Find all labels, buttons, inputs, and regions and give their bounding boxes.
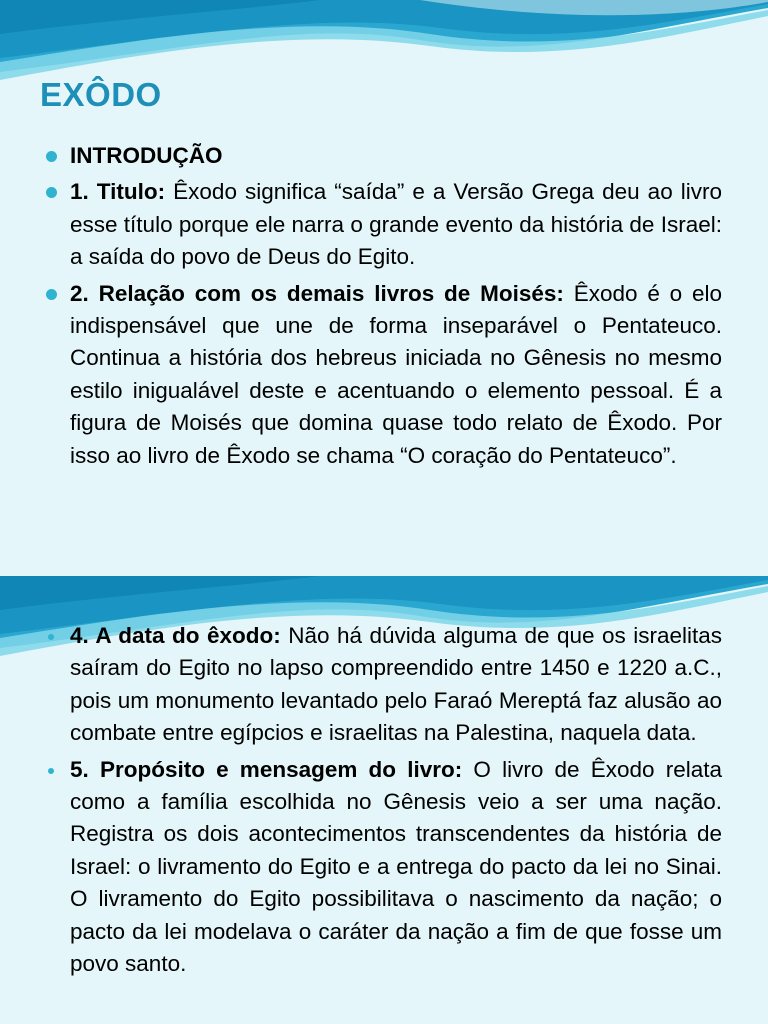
slide-title: EXÔDO [40,76,162,113]
bullet-list [44,620,722,984]
bullet-item [44,176,722,273]
bullet-heading: 4. A data do êxodo: [70,623,281,648]
bullet-item [44,278,722,472]
bullet-heading: INTRODUÇÃO [70,143,223,168]
bullet-item [44,620,722,750]
slide-2 [0,576,768,1024]
bullet-text: Êxodo significa “saída” e a Versão Grega deu ao livro esse título porque ele narra o grande evento da história de Israel: a saída do povo de Deus do Egito. [70,179,722,270]
bullet-icon [46,289,57,300]
bullet-heading: 2. Relação com os demais livros de Moisés: [70,280,564,306]
bullet-icon [46,187,57,198]
bullet-text: Não há dúvida alguma de que os israelitas saíram do Egito no lapso compreendido entre 1450 e 1220 a.C., pois um monumento levantado pelo Faraó Mereptá faz alusão ao combate entre egípcios e israelitas na Palestina, naquela data. [70,623,722,746]
bullet-icon [46,151,57,162]
bullet-icon [48,768,54,774]
bullet-text: O livro de Êxodo relata como a família escolhida no Gênesis veio a ser uma nação. Registra os dois acontecimentos transcendentes da história de Israel: o livramento do Egito e a entrega do pacto da lei no Sinai. O livramento do Egito possibilitava o nascimento da nação; o pacto da lei modelava o caráter da nação a fim de que fosse um povo santo. [70,756,722,977]
bullet-heading: 1. Titulo: [70,179,166,205]
bullet-icon [48,634,54,640]
bullet-item [44,754,722,981]
bullet-heading: 5. Propósito e mensagem do livro: [70,756,463,782]
bullet-text: Êxodo é o elo indispensável que une de forma inseparável o Pentateuco. Continua a história dos hebreus iniciada no Gênesis no mesmo estilo inigualável deste e acentuando o elemento pessoal. É a figura de Moisés que domina quase todo relato de Êxodo. Por isso ao livro de Êxodo se chama “O coração do Pentateuco”. [70,280,722,468]
bullet-item [44,140,722,172]
bullet-list [44,140,722,476]
